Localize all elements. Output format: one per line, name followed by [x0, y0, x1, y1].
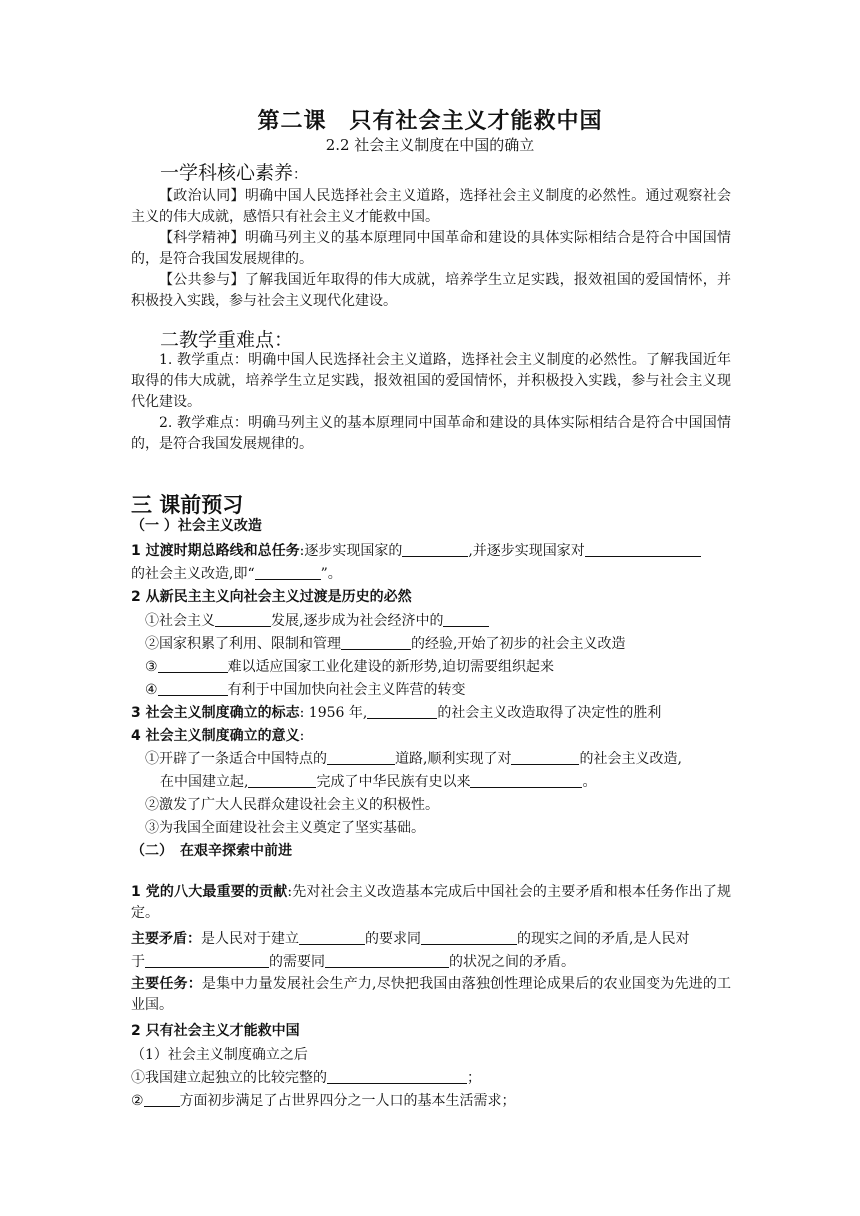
section-heading-core-literacy: 一学科核心素养： [160, 162, 308, 184]
fill-blank[interactable] [327, 1069, 467, 1084]
key-point-item: 1. 教学重点：明确中国人民选择社会主义道路，选择社会主义制度的必然性。了解我国近年取得的伟大成就，培养学生立足实践，报效祖国的爱国情怀，并积极投入实践，参与社会主义现代化建设。 [131, 352, 731, 410]
section-heading-preview: 三 课前预习 [131, 493, 244, 517]
item2-reason4: ④ 有利于中国加快向社会主义阵营的转变 [145, 682, 466, 698]
item2-reason1: ①社会主义 发展,逐步成为社会经济中的 [145, 610, 489, 630]
item4-significance3: ③为我国全面建设社会主义奠定了坚实基础。 [145, 820, 425, 836]
main-contradiction-line1: 主要矛盾：是人民对于建立 的要求同 的现实之间的矛盾,是人民对 [131, 931, 690, 947]
fill-blank[interactable] [325, 953, 449, 968]
item4-heading: 4 社会主义制度确立的意义: [131, 728, 305, 744]
item-only-socialism-heading: 2 只有社会主义才能救中国 [131, 1023, 300, 1039]
page-subtitle: 2.2 社会主义制度在中国的确立 [325, 136, 535, 154]
fill-blank[interactable] [443, 612, 489, 627]
fill-blank[interactable] [158, 681, 228, 696]
after-establishment-subheading: （1）社会主义制度确立之后 [131, 1047, 308, 1063]
fill-blank[interactable] [248, 773, 316, 788]
item4-significance1-line2: 在中国建立起, 完成了中华民族有史以来 。 [160, 774, 597, 790]
page-title: 第二课 只有社会主义才能救中国 [257, 108, 603, 134]
fill-blank[interactable] [470, 773, 582, 788]
item2-reason3: ③ 难以适应国家工业化建设的新形势,迫切需要组织起来 [145, 659, 555, 675]
fill-blank[interactable] [215, 612, 271, 627]
fill-blank[interactable] [145, 953, 269, 968]
fill-blank[interactable] [402, 542, 468, 557]
item2-reason2: ②国家积累了利用、限制和管理 的经验,开始了初步的社会主义改造 [145, 636, 626, 652]
section-heading-key-points: 二教学重难点： [160, 329, 294, 351]
literacy-item-participation: 【公共参与】了解我国近年取得的伟大成就，培养学生立足实践，报效祖国的爱国情怀，并积极投入实践，参与社会主义现代化建设。 [131, 272, 732, 309]
fill-blank[interactable] [255, 565, 321, 580]
item4-significance1-line1: ①开辟了一条适合中国特点的 道路,顺利实现了对 的社会主义改造, [145, 751, 682, 767]
fill-blank[interactable] [511, 750, 579, 765]
achievement1: ①我国建立起独立的比较完整的 ； [131, 1070, 481, 1086]
fill-blank[interactable] [341, 635, 411, 650]
main-contradiction-line2: 于 的需要同 的状况之间的矛盾。 [131, 954, 575, 970]
party-congress-contribution: 1 党的八大最重要的贡献:先对社会主义改造基本完成后中国社会的主要矛盾和根本任务作出了规定。 [131, 884, 731, 921]
literacy-item-science: 【科学精神】明确马列主义的基本原理同中国革命和建设的具体实际相结合是符合中国国情的，是符合我国发展规律的。 [131, 230, 732, 267]
achievement2: ② 方面初步满足了占世界四分之一人口的基本生活需求； [131, 1093, 516, 1109]
fill-blank[interactable] [421, 930, 517, 945]
fill-blank[interactable] [367, 704, 437, 719]
part1-heading: （一 ）社会主义改造 [131, 518, 262, 534]
literacy-item-political: 【政治认同】明确中国人民选择社会主义道路，选择社会主义制度的必然性。通过观察社会主义的伟大成就，感悟只有社会主义才能救中国。 [131, 188, 732, 225]
main-task: 主要任务：是集中力量发展社会生产力,尽快把我国由落独创性理论成果后的农业国变为先进的工业国。 [131, 976, 732, 1013]
fill-blank[interactable] [327, 750, 395, 765]
fill-blank[interactable] [144, 1092, 180, 1107]
difficult-point-item: 2. 教学难点：明确马列主义的基本原理同中国革命和建设的具体实际相结合是符合中国国情的，是符合我国发展规律的。 [131, 415, 731, 452]
item1-line2: 的社会主义改造,即“ ”。 [131, 566, 342, 582]
part2-heading: （二） 在艰辛探索中前进 [131, 843, 292, 859]
item1-line1: 1 过渡时期总路线和总任务:逐步实现国家的 ,并逐步实现国家对 [131, 540, 701, 560]
item4-significance2: ②激发了广大人民群众建设社会主义的积极性。 [145, 797, 439, 813]
fill-blank[interactable] [299, 930, 365, 945]
fill-blank[interactable] [158, 658, 228, 673]
fill-blank[interactable] [585, 542, 701, 557]
item3-line: 3 社会主义制度确立的标志: 1956 年, 的社会主义改造取得了决定性的胜利 [131, 705, 662, 721]
item2-heading: 2 从新民主主义向社会主义过渡是历史的必然 [131, 589, 412, 605]
